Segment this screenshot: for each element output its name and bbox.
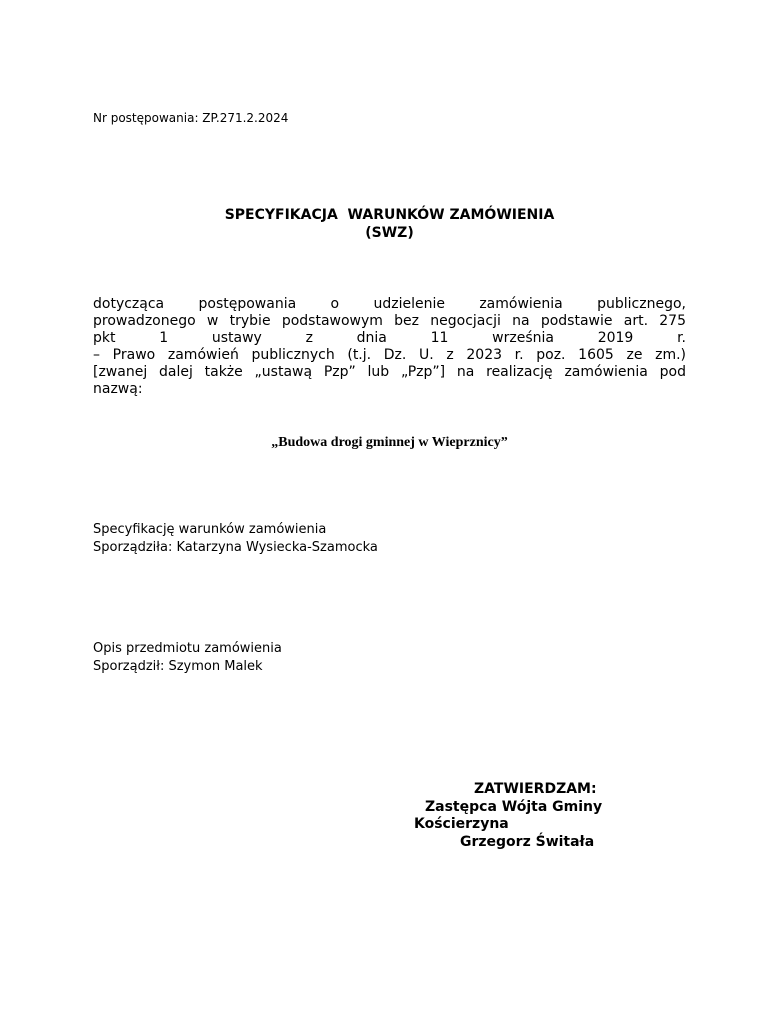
description-author: Sporządził: Szymon Malek (93, 659, 263, 674)
approval-block (410, 781, 630, 861)
intro-line: [zwanej dalej także „ustawą Pzp” lub „Pzp”] na realizację zamówienia pod (93, 364, 686, 380)
specification-label: Specyfikację warunków zamówienia (93, 522, 327, 537)
intro-line: nazwą: (93, 381, 143, 397)
procedure-number: Nr postępowania: ZP.271.2.2024 (93, 111, 289, 125)
approver-name: Grzegorz Świtała (460, 833, 595, 850)
intro-line: pkt 1 ustawy z dnia 11 września 2019 r. (93, 330, 686, 346)
specification-prepared-by (93, 521, 378, 557)
document-title (93, 206, 686, 242)
description-prepared-by (93, 640, 282, 676)
title-line-1: SPECYFIKACJA WARUNKÓW ZAMÓWIENIA (224, 207, 555, 223)
approval-role-line-2: Kościerzyna (414, 816, 509, 832)
title-line-2: (SWZ) (365, 225, 414, 241)
approval-heading: ZATWIERDZAM: (474, 781, 597, 797)
procurement-subject: „Budowa drogi gminnej w Wieprznicy” (271, 435, 508, 450)
approval-role-line-1: Zastępca Wójta Gminy (425, 798, 603, 815)
description-label: Opis przedmiotu zamówienia (93, 641, 282, 656)
intro-paragraph (93, 296, 686, 398)
intro-line: – Prawo zamówień publicznych (t.j. Dz. U. z 2023 r. poz. 1605 ze zm.) (93, 347, 686, 363)
intro-line: prowadzonego w trybie podstawowym bez negocjacji na podstawie art. 275 (93, 313, 686, 329)
intro-line: dotycząca postępowania o udzielenie zamówienia publicznego, (93, 296, 686, 312)
specification-author: Sporządziła: Katarzyna Wysiecka-Szamocka (93, 540, 378, 555)
